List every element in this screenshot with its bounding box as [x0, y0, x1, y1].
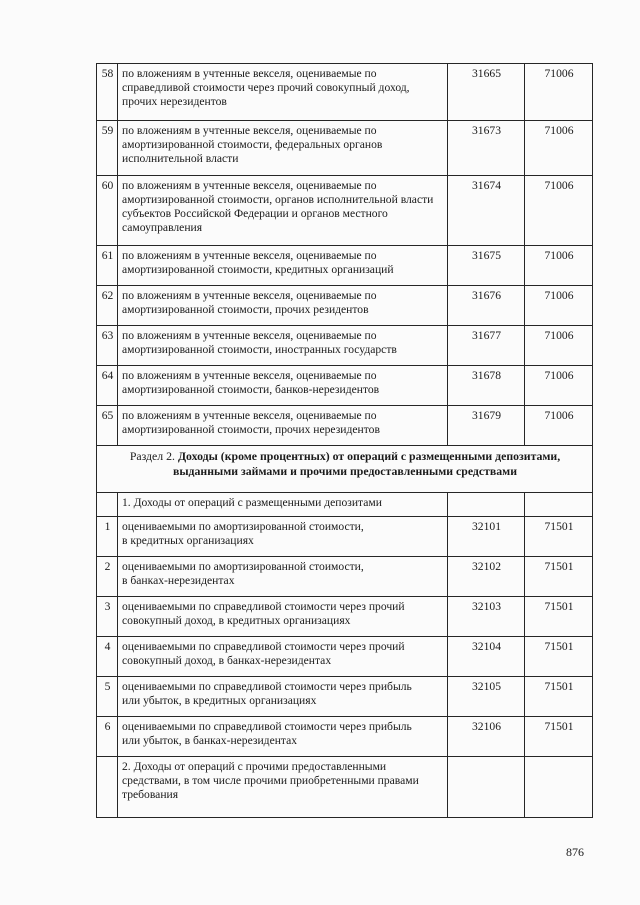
account-number: 71501: [525, 517, 593, 557]
row-description-line: оцениваемыми по амортизированной стоимости,: [122, 560, 364, 573]
symbol-code: 31674: [448, 176, 525, 246]
row-description: [118, 677, 448, 717]
symbol-code: 32105: [448, 677, 525, 717]
row-number-empty: [97, 757, 118, 818]
section-title: Доходы (кроме процентных) от операций с размещенными депозитами, выданными займами и прочими предоставленными средствами: [172, 449, 561, 478]
table-row: [97, 637, 593, 677]
row-number: 61: [97, 246, 118, 286]
section-heading: [97, 446, 593, 493]
account-number: 71501: [525, 597, 593, 637]
row-number-empty: [97, 493, 118, 517]
table-row: [97, 366, 593, 406]
row-number: 4: [97, 637, 118, 677]
row-description: [118, 557, 448, 597]
symbol-code: 32103: [448, 597, 525, 637]
account-number: 71501: [525, 557, 593, 597]
row-description: [118, 597, 448, 637]
row-number: 3: [97, 597, 118, 637]
table-row: [97, 597, 593, 637]
row-description: [118, 637, 448, 677]
section-heading-row: [97, 446, 593, 493]
table-row: [97, 326, 593, 366]
account-number: 71006: [525, 286, 593, 326]
subsection-title: 2. Доходы от операций с прочими предоставленными средствами, в том числе прочими приобретенными правами требования: [118, 757, 448, 818]
account-number: 71006: [525, 366, 593, 406]
accounts-table: [96, 63, 593, 818]
account-number: 71006: [525, 121, 593, 176]
account-number: 71501: [525, 637, 593, 677]
row-description: по вложениям в учтенные векселя, оцениваемые по амортизированной стоимости, прочих резидентов: [118, 286, 448, 326]
table-row: [97, 246, 593, 286]
table-row: [97, 286, 593, 326]
row-description: по вложениям в учтенные векселя, оцениваемые по амортизированной стоимости, иностранных государств: [118, 326, 448, 366]
row-description: по вложениям в учтенные векселя, оцениваемые по амортизированной стоимости, банков-нерезидентов: [118, 366, 448, 406]
row-number: 58: [97, 64, 118, 121]
table-row: [97, 517, 593, 557]
row-description: по вложениям в учтенные векселя, оцениваемые по амортизированной стоимости, кредитных организаций: [118, 246, 448, 286]
row-number: 60: [97, 176, 118, 246]
account-number-empty: [525, 493, 593, 517]
row-description-line: оцениваемыми по справедливой стоимости через прибыль: [122, 680, 412, 693]
subsection-row: [97, 493, 593, 517]
table-row: [97, 64, 593, 121]
symbol-code: 32101: [448, 517, 525, 557]
account-number: 71006: [525, 406, 593, 446]
table-row: [97, 677, 593, 717]
symbol-code: 31673: [448, 121, 525, 176]
symbol-code: 31675: [448, 246, 525, 286]
row-description: [118, 717, 448, 757]
symbol-code: 31679: [448, 406, 525, 446]
account-number: 71501: [525, 677, 593, 717]
row-description: по вложениям в учтенные векселя, оцениваемые по амортизированной стоимости, федеральных органов исполнительной власти: [118, 121, 448, 176]
row-number: 59: [97, 121, 118, 176]
row-number: 1: [97, 517, 118, 557]
row-number: 65: [97, 406, 118, 446]
table-row: [97, 121, 593, 176]
account-number: 71006: [525, 176, 593, 246]
symbol-code: 32102: [448, 557, 525, 597]
row-description-line: совокупный доход, в банках-нерезидентах: [122, 654, 332, 667]
row-number: 2: [97, 557, 118, 597]
row-description-line: или убыток, в банках-нерезидентах: [122, 734, 298, 747]
row-description-line: совокупный доход, в кредитных организациях: [122, 614, 351, 627]
row-number: 5: [97, 677, 118, 717]
row-description: [118, 517, 448, 557]
row-description-line: оцениваемыми по справедливой стоимости через прочий: [122, 600, 405, 613]
account-number: 71006: [525, 326, 593, 366]
symbol-code-empty: [448, 493, 525, 517]
account-number-empty: [525, 757, 593, 818]
row-description-line: оцениваемыми по амортизированной стоимости,: [122, 520, 364, 533]
row-description-line: или убыток, в кредитных организациях: [122, 694, 317, 707]
row-number: 62: [97, 286, 118, 326]
symbol-code: 32106: [448, 717, 525, 757]
row-number: 64: [97, 366, 118, 406]
symbol-code: 31677: [448, 326, 525, 366]
account-number: 71006: [525, 64, 593, 121]
row-description-line: в кредитных организациях: [122, 534, 254, 547]
account-number: 71501: [525, 717, 593, 757]
row-number: 6: [97, 717, 118, 757]
symbol-code: 31676: [448, 286, 525, 326]
row-description: по вложениям в учтенные векселя, оцениваемые по справедливой стоимости через прочий совокупный доход, прочих нерезидентов: [118, 64, 448, 121]
table-row: [97, 176, 593, 246]
row-description-line: оцениваемыми по справедливой стоимости через прочий: [122, 640, 405, 653]
table-row: [97, 557, 593, 597]
subsection-title: 1. Доходы от операций с размещенными депозитами: [118, 493, 448, 517]
symbol-code: 32104: [448, 637, 525, 677]
subsection-row: [97, 757, 593, 818]
section-prefix: Раздел 2.: [129, 449, 178, 463]
row-description: по вложениям в учтенные векселя, оцениваемые по амортизированной стоимости, прочих нерезидентов: [118, 406, 448, 446]
symbol-code: 31678: [448, 366, 525, 406]
row-description-line: оцениваемыми по справедливой стоимости через прибыль: [122, 720, 412, 733]
symbol-code-empty: [448, 757, 525, 818]
table-row: [97, 406, 593, 446]
symbol-code: 31665: [448, 64, 525, 121]
row-description: по вложениям в учтенные векселя, оцениваемые по амортизированной стоимости, органов исполнительной власти субъектов Российской Федерации и органов местного самоуправления: [118, 176, 448, 246]
row-number: 63: [97, 326, 118, 366]
row-description-line: в банках-нерезидентах: [122, 574, 235, 587]
account-number: 71006: [525, 246, 593, 286]
page-number: 876: [566, 845, 584, 859]
table-row: [97, 717, 593, 757]
